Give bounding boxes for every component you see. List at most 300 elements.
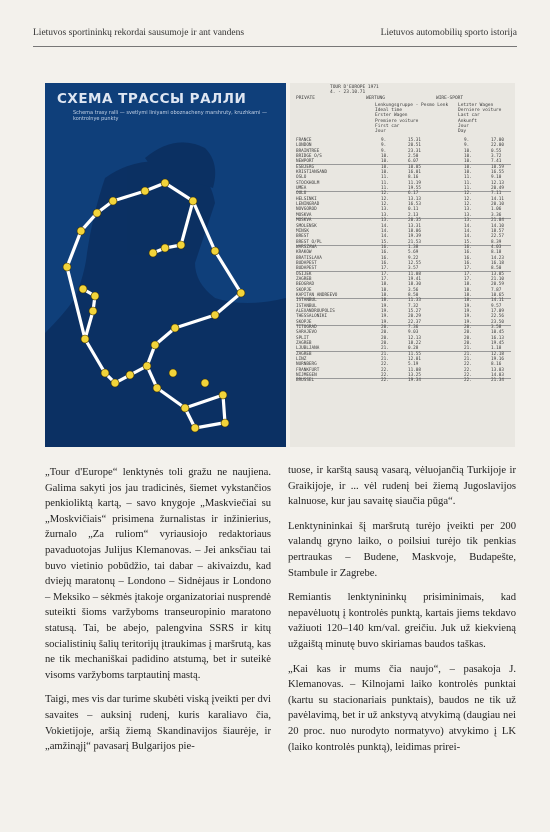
cell-last-day: 22.: [464, 373, 472, 379]
paragraph: tuose, ir karštą sausą vasarą, vėluojančią Turkijoje ir Graikijoje, ir ... vėl rudenį bei žiemą Jugoslavijos kalnuose, kur jau savaitę siaučia pūga“.: [288, 465, 516, 508]
cell-last-time: 12.18: [491, 351, 504, 357]
table-row: [296, 378, 511, 383]
cell-first-day: 17.: [381, 266, 389, 272]
cell-first-day: 22.: [381, 362, 389, 368]
checkpoint-dot: [79, 285, 87, 293]
cell-last-day: 14.: [464, 228, 472, 234]
cell-first-day: 13.: [381, 218, 389, 224]
cell-first-day: 19.: [381, 319, 389, 325]
column-header-wertung: WERTUNG: [366, 96, 385, 101]
cell-last-day: 18.: [464, 287, 472, 293]
checkpoint-dot: [169, 369, 177, 377]
cell-first-day: 22.: [381, 378, 389, 384]
cell-first-time: 16.01: [408, 170, 421, 176]
cell-last-day: 11.: [464, 180, 472, 186]
cell-first-day: 12.: [381, 191, 389, 197]
cell-last-day: 14.: [464, 223, 472, 229]
cell-city: BREST O/PL: [296, 239, 322, 245]
cell-first-day: 9.: [381, 148, 387, 154]
cell-last-day: 18.: [464, 298, 472, 304]
cell-last-day: 13.: [464, 218, 472, 224]
cell-first-time: 6.07: [408, 159, 419, 165]
cell-city: OULU: [296, 191, 307, 197]
cell-first-time: 9.03: [408, 330, 419, 336]
cell-last-time: 10.45: [491, 330, 504, 336]
map-graphic: [45, 83, 286, 447]
cell-first-time: 7.32: [408, 303, 419, 309]
cell-first-day: 14.: [381, 223, 389, 229]
cell-first-day: 18.: [381, 287, 389, 293]
cell-first-day: 16.: [381, 250, 389, 256]
table-body: [296, 138, 511, 384]
cell-last-time: 8.50: [491, 266, 502, 272]
cell-last-time: 23.50: [491, 319, 504, 325]
cell-last-day: 10.: [464, 148, 472, 154]
cell-last-time: 20.10: [491, 202, 504, 208]
land-masses: [45, 142, 286, 447]
results-table: [290, 83, 515, 447]
cell-last-day: 19.: [464, 314, 472, 320]
cell-first-time: 11.08: [408, 367, 421, 373]
checkpoint-dot: [161, 244, 169, 252]
cell-first-time: 11.55: [408, 351, 421, 357]
cell-last-time: 20.59: [491, 282, 504, 288]
cell-first-time: 10.05: [408, 164, 421, 170]
cell-first-day: 17.: [381, 271, 389, 277]
cell-last-day: 16.: [464, 260, 472, 266]
category-a-line: Premiere voiture: [375, 118, 419, 124]
cell-last-time: 4.03: [491, 244, 502, 250]
cell-first-time: 20.29: [408, 314, 421, 320]
cell-city: KAPITAN ANDREEVO: [296, 292, 338, 298]
cell-first-day: 15.: [381, 239, 389, 245]
cell-last-time: 14.11: [491, 196, 504, 202]
cell-city: BUDAPEST: [296, 266, 317, 272]
cell-city: NOVGOROD: [296, 207, 317, 213]
cell-first-time: 8.16: [408, 175, 419, 181]
cell-last-time: 1.18: [491, 346, 502, 352]
rally-route-map: [45, 83, 286, 447]
cell-city: MOSKVA: [296, 212, 312, 218]
cell-first-time: 19.34: [408, 378, 421, 384]
paragraph: „Kai kas ir mums čia naujo“, – pasakoja J. Klemanovas. – Kilnojami laiko kontrolės punktai (kartu su stacionariais punktais), baudos ne tik už pavėlavimą, bet ir už ankstyvą atvykimą (daugiau nei 20 proc. nuo nurodyto normatyvo) atvykimo į LK (laiko kontrolės punktą), leidimas prirei-: [288, 663, 516, 753]
cell-first-time: 15.31: [408, 138, 421, 143]
cell-first-day: 20.: [381, 335, 389, 341]
cell-city: UMEA: [296, 186, 307, 192]
cell-last-day: 10.: [464, 154, 472, 160]
checkpoint-dot: [101, 369, 109, 377]
cell-first-time: 0.28: [408, 346, 419, 352]
cell-first-day: 19.: [381, 314, 389, 320]
cell-last-time: 21.04: [491, 218, 504, 224]
cell-last-day: 17.: [464, 266, 472, 272]
cell-city: WARSZAWA: [296, 244, 317, 250]
cell-first-time: 11.08: [408, 271, 421, 277]
cell-city: STOCKHOLM: [296, 180, 320, 186]
cell-last-day: 20.: [464, 325, 472, 331]
cell-first-time: 12.13: [408, 335, 421, 341]
cell-first-day: 19.: [381, 309, 389, 314]
cell-first-time: 3.56: [408, 287, 419, 293]
cell-city: ZAGREB: [296, 276, 312, 282]
cell-last-time: 8.16: [491, 362, 502, 368]
cell-last-day: 13.: [464, 212, 472, 218]
paragraph: Lenktynininkai šį maršrutą turėjo įveikti per 200 valandų gryno laiko, o poilsiui turėjo tik penkias pertraukas – Budene, Maskvoje, Budapešte, Stambule ir Zagrebe.: [288, 520, 516, 579]
cell-city: THESSALONIKI: [296, 314, 328, 320]
cell-first-time: 0.11: [408, 207, 419, 213]
cell-last-time: 21.34: [491, 378, 504, 384]
cell-city: ISTANBUL: [296, 298, 317, 304]
cell-first-day: 19.: [381, 303, 389, 309]
cell-first-time: 2.13: [408, 212, 419, 218]
cell-last-day: 13.: [464, 207, 472, 213]
running-head-left: Lietuvos sportininkų rekordai sausumoje ir ant vandens: [33, 28, 245, 38]
cell-last-time: 22.57: [491, 234, 504, 240]
cell-first-time: 5.69: [408, 250, 419, 256]
cell-city: MOSKVA: [296, 218, 312, 224]
cell-first-day: 9.: [381, 143, 387, 149]
cell-last-time: 17.00: [491, 138, 504, 143]
cell-first-day: 20.: [381, 325, 389, 331]
cell-first-time: 9.22: [408, 255, 419, 261]
cell-first-time: 22.37: [408, 319, 421, 325]
cell-last-time: 13.03: [491, 367, 504, 373]
checkpoint-dot: [201, 379, 209, 387]
cell-city: SARAJEVO: [296, 330, 317, 336]
cell-first-time: 1.38: [408, 244, 419, 250]
category-b-line: Ankunft: [458, 118, 477, 124]
cell-first-time: 19.39: [408, 234, 421, 240]
category-a-line: Erster Wagen: [375, 113, 408, 119]
cell-first-time: 2.50: [408, 154, 419, 160]
checkpoint-dot: [151, 341, 159, 349]
cell-last-day: 22.: [464, 362, 472, 368]
cell-last-time: 13.05: [491, 271, 504, 277]
cell-last-time: 8.18: [491, 250, 502, 256]
cell-first-day: 13.: [381, 212, 389, 218]
cell-first-time: 19.41: [408, 276, 421, 282]
checkpoint-dot: [111, 379, 119, 387]
paragraph: Remiantis lenktynininkų prisiminimais, kad nepavėluotų į kontrolės punktą, kartais jiems tekdavo važiuoti 120–140 km/val. greičiu. Juk už kiekvieną užgaištą minutę buvo skiriamas baudos taškas.: [288, 592, 516, 650]
cell-last-day: 18.: [464, 282, 472, 288]
category-b-line: Last car: [458, 113, 480, 119]
cell-first-day: 18.: [381, 282, 389, 288]
cell-last-day: 17.: [464, 271, 472, 277]
paragraph: „Tour d'Europe“ lenktynės toli gražu ne naujiena. Galima sakyti jos jau tradicinės, šiemet vykstančios penkioliktą kartą, – savo knygoje „Maskviečiai su „Moskvičiais“ prisimena žurnalistas ir inžinierius, žurnalo „Za ruliom“ vyriausiojo redaktoriaus pavaduotojas Julijus Klemanovas. – Jei anksčiau tai buvo vietinio pobūdžio, tai dabar – akivaizdu, kad dviejų maratonų – Londono – Sidnėjaus ir Londono – Meksiko – sėkmės įtakoje organizatoriai nusprendė suteikti šioms varžyboms transeuropinio maratono statusą. Tai, be abejo, palengvina SSRS ir kitų socialistinių šalių teritorijų įtraukimas į maršrutą, kas ne tik mechaniškai padidino atstumą, bet ir suteikė visoms varžyboms tarptautinį mastą.: [45, 467, 271, 681]
cell-last-day: 12.: [464, 191, 472, 197]
cell-first-day: 12.: [381, 202, 389, 208]
cell-first-time: 13.13: [408, 196, 421, 202]
cell-last-day: 21.: [464, 357, 472, 363]
cell-first-time: 19.55: [408, 186, 421, 192]
cell-last-day: 20.: [464, 335, 472, 341]
cell-city: BREST: [296, 234, 309, 240]
cell-last-day: 21.: [464, 346, 472, 352]
cell-first-day: 21.: [381, 346, 389, 352]
cell-last-day: 21.: [464, 351, 472, 357]
category-b: [458, 103, 501, 134]
cell-last-time: 18.57: [491, 228, 504, 234]
map-caption: Schema trasy ralli — svetlymi liniyami oboznacheny marshruty, kruzhkami — kontrolnye punkty: [73, 110, 267, 122]
cell-last-day: 14.: [464, 234, 472, 240]
cell-city: SKOPJE: [296, 287, 312, 293]
cell-city: BEOGRAD: [296, 282, 315, 288]
map-title: СХЕМА ТРАССЫ РАЛЛИ: [57, 91, 247, 107]
cell-city: OSIJEK: [296, 271, 312, 277]
category-a-line: Jour: [375, 129, 386, 135]
cell-city: FRANKFURT: [296, 367, 320, 373]
checkpoint-dot: [171, 324, 179, 332]
cell-city: OSLO: [296, 175, 307, 181]
cell-city: SPLIT: [296, 335, 309, 341]
cell-city: ZAGREB: [296, 341, 312, 347]
cell-last-time: 9.10: [491, 175, 502, 181]
checkpoint-dot: [143, 362, 151, 370]
checkpoint-dot: [221, 419, 229, 427]
cell-city: ALEXANDROUPOLIS: [296, 309, 335, 314]
cell-first-day: 16.: [381, 244, 389, 250]
checkpoint-dot: [81, 335, 89, 343]
cell-city: LINZ: [296, 357, 307, 363]
cell-last-day: 10.: [464, 159, 472, 165]
cell-first-time: 11.33: [408, 298, 421, 304]
cell-first-day: 11.: [381, 175, 389, 181]
category-b-line: Jour: [458, 123, 469, 129]
category-b-line: Letzter Wagen: [458, 103, 494, 108]
cell-last-time: 22.56: [491, 314, 504, 320]
cell-first-day: 9.: [381, 138, 387, 143]
cell-last-day: 10.: [464, 170, 472, 176]
checkpoint-dot: [126, 371, 134, 379]
cell-last-day: 12.: [464, 196, 472, 202]
cell-last-day: 16.: [464, 250, 472, 256]
checkpoint-dot: [161, 179, 169, 187]
column-header-wire-sport: WIRE-SPORT: [436, 96, 464, 101]
cell-last-day: 16.: [464, 244, 472, 250]
cell-city: KRISTIANSAND: [296, 170, 328, 176]
cell-first-day: 22.: [381, 373, 389, 379]
checkpoint-dot: [93, 209, 101, 217]
checkpoint-dot: [89, 307, 97, 315]
cell-city: LONDON: [296, 143, 312, 149]
cell-first-time: 21.53: [408, 239, 421, 245]
cell-last-time: 7.41: [491, 159, 502, 165]
cell-first-time: 18.06: [408, 228, 421, 234]
cell-last-time: 9.57: [491, 303, 502, 309]
cell-first-time: 11.19: [408, 180, 421, 186]
column-header-private: PRIVATE: [296, 96, 315, 101]
cell-first-day: 10.: [381, 164, 389, 170]
cell-first-day: 16.: [381, 255, 389, 261]
table-heading-line-2: 4. - 23.10.71: [330, 90, 366, 95]
cell-first-time: 8.50: [408, 292, 419, 298]
checkpoint-dot: [189, 197, 197, 205]
checkpoint-dot: [211, 247, 219, 255]
cell-last-day: 17.: [464, 276, 472, 282]
cell-first-day: 12.: [381, 196, 389, 202]
cell-first-time: 3.57: [408, 266, 419, 272]
paragraph: Taigi, mes vis dar turime skubėti viską įveikti per dvi savaites – auksinį rudenį, kuris karaliavo čia, Vokietijoje, aršią žiemą Skandinavijos šiaurėje, ir „amžinąjį“ pavasarį Bulgarijos pie-: [45, 694, 271, 753]
header-rule: [33, 46, 517, 47]
cell-first-time: 5.19: [408, 362, 419, 368]
category-a-line: Lenkungsgruppe - Pesmo Lenk: [375, 103, 449, 108]
cell-last-time: 19.16: [491, 357, 504, 363]
cell-last-time: 14.23: [491, 255, 504, 261]
category-a-line: Ideal time: [375, 108, 403, 114]
cell-last-time: 8.39: [491, 239, 502, 245]
cell-last-time: 7.11: [491, 191, 502, 197]
cell-city: BRIDGE O/S: [296, 154, 322, 160]
cell-city: ZAGREB: [296, 351, 312, 357]
running-head: [33, 28, 517, 42]
cell-first-time: 20.35: [408, 218, 421, 224]
cell-first-day: 17.: [381, 276, 389, 282]
cell-city: BRATISLAVA: [296, 255, 322, 261]
cell-last-time: 3.72: [491, 154, 502, 160]
cell-first-day: 16.: [381, 260, 389, 266]
table-heading-line-1: TOUR D'EUROPE 1971: [330, 85, 379, 90]
cell-first-day: 14.: [381, 234, 389, 240]
cell-last-time: 19.45: [491, 341, 504, 347]
checkpoint-dot: [77, 227, 85, 235]
cell-city: ISTANBUL: [296, 303, 317, 309]
cell-last-time: 22.00: [491, 143, 504, 149]
cell-first-time: 13.25: [408, 373, 421, 379]
cell-city: MINSK: [296, 228, 309, 234]
cell-last-day: 9.: [464, 143, 470, 149]
cell-first-time: 16.53: [408, 202, 421, 208]
cell-last-day: 20.: [464, 330, 472, 336]
cell-first-day: 11.: [381, 180, 389, 186]
cell-last-time: 3.36: [491, 212, 502, 218]
checkpoint-dot: [149, 249, 157, 257]
cell-city: KRAKOW: [296, 250, 312, 256]
cell-first-day: 18.: [381, 298, 389, 304]
cell-last-time: 12.13: [491, 180, 504, 186]
cell-last-time: 16.18: [491, 260, 504, 266]
cell-first-day: 11.: [381, 186, 389, 192]
cell-last-day: 12.: [464, 202, 472, 208]
cell-first-day: 10.: [381, 159, 389, 165]
cell-first-time: 7.36: [408, 325, 419, 331]
checkpoint-dot: [91, 292, 99, 300]
right-column-text: [288, 463, 516, 764]
cell-city: NEWPORT: [296, 159, 315, 165]
cell-last-time: 10.59: [491, 164, 504, 170]
cell-last-day: 9.: [464, 138, 470, 143]
cell-city: TITOGRAD: [296, 325, 317, 331]
cell-last-day: 16.: [464, 255, 472, 261]
cell-first-time: 12.01: [408, 357, 421, 363]
cell-last-day: 19.: [464, 319, 472, 325]
checkpoint-dot: [211, 311, 219, 319]
cell-first-day: 20.: [381, 341, 389, 347]
cell-city: FRANCE: [296, 138, 312, 143]
checkpoint-dot: [181, 404, 189, 412]
checkpoint-dot: [219, 391, 227, 399]
cell-last-time: 0.55: [491, 148, 502, 154]
cell-city: SKOPJE: [296, 319, 312, 325]
cell-first-day: 14.: [381, 228, 389, 234]
cell-city: SMOLENSK: [296, 223, 317, 229]
cell-last-time: 20.49: [491, 186, 504, 192]
cell-city: BUDAPEST: [296, 260, 317, 266]
cell-first-day: 18.: [381, 292, 389, 298]
category-a-line: First car: [375, 123, 400, 129]
cell-last-day: 20.: [464, 341, 472, 347]
cell-city: BRAINTREE: [296, 148, 320, 154]
cell-first-day: 10.: [381, 170, 389, 176]
cell-last-time: 14.03: [491, 373, 504, 379]
cell-last-day: 22.: [464, 378, 472, 384]
cell-last-day: 10.: [464, 164, 472, 170]
cell-city: HELSINKI: [296, 196, 317, 202]
cell-first-time: 6.17: [408, 191, 419, 197]
running-head-right: Lietuvos automobilių sporto istorija: [380, 28, 517, 38]
cell-last-time: 17.09: [491, 309, 504, 314]
cell-city: BRUSSEL: [296, 378, 315, 384]
cell-city: LENINGRAD: [296, 202, 320, 208]
cell-last-time: 10.65: [491, 292, 504, 298]
cell-first-day: 13.: [381, 207, 389, 213]
checkpoint-dot: [177, 241, 185, 249]
cell-city: LJUBLJANA: [296, 346, 320, 352]
checkpoint-dot: [191, 424, 199, 432]
cell-first-time: 15.27: [408, 309, 421, 314]
checkpoint-dot: [153, 384, 161, 392]
checkpoint-dot: [63, 263, 71, 271]
left-column-text: [45, 465, 271, 764]
cell-first-time: 20.51: [408, 143, 421, 149]
checkpoint-dot: [237, 289, 245, 297]
table-heading: [330, 85, 379, 95]
cell-first-day: 10.: [381, 154, 389, 160]
cell-last-time: 14.11: [491, 298, 504, 304]
cell-city: ESBJERG: [296, 164, 315, 170]
cell-last-day: 18.: [464, 292, 472, 298]
cell-last-day: 15.: [464, 239, 472, 245]
cell-first-day: 21.: [381, 351, 389, 357]
cell-last-day: 11.: [464, 175, 472, 181]
cell-city: NURNBERG: [296, 362, 317, 368]
cell-city: NIJMEGEN: [296, 373, 317, 379]
cell-last-time: 21.10: [491, 276, 504, 282]
cell-last-time: 7.87: [491, 287, 502, 293]
cell-last-time: 16.13: [491, 335, 504, 341]
category-b-line: Day: [458, 129, 467, 135]
cell-last-day: 11.: [464, 186, 472, 192]
cell-last-day: 19.: [464, 303, 472, 309]
category-b-line: Derniere voiture: [458, 108, 502, 114]
cell-first-day: 22.: [381, 367, 389, 373]
cell-first-time: 13.31: [408, 223, 421, 229]
cell-first-time: 23.31: [408, 148, 421, 154]
cell-last-day: 19.: [464, 309, 472, 314]
cell-last-time: 16.55: [491, 170, 504, 176]
cell-last-time: 3.58: [491, 325, 502, 331]
category-a: [375, 103, 448, 134]
cell-first-time: 18.22: [408, 341, 421, 347]
cell-last-day: 22.: [464, 367, 472, 373]
checkpoint-dot: [141, 187, 149, 195]
cell-first-time: 12.55: [408, 260, 421, 266]
cell-last-time: 1.06: [491, 207, 502, 213]
cell-first-time: 18.30: [408, 282, 421, 288]
cell-last-time: 14.10: [491, 223, 504, 229]
cell-first-day: 20.: [381, 330, 389, 336]
cell-first-day: 21.: [381, 357, 389, 363]
checkpoint-dot: [109, 197, 117, 205]
